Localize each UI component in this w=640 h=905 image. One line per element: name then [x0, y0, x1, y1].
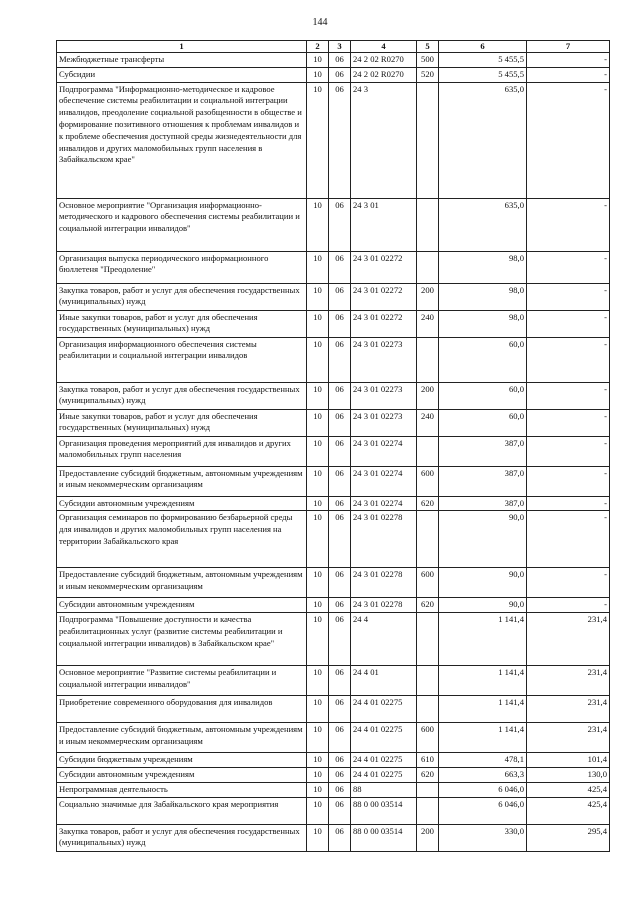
- budget-table: [56, 40, 610, 852]
- header-col-3: 3: [329, 41, 351, 53]
- row-expense-type-cell: [417, 613, 439, 666]
- row-target-article-cell: 88 0 00 03514: [351, 797, 417, 824]
- row-subsection-cell: 06: [329, 666, 351, 696]
- row-section-cell: 10: [307, 496, 329, 511]
- row-expense-type-cell: [417, 436, 439, 466]
- row-sum-2-cell: -: [527, 198, 610, 251]
- row-sum-cell: 6 046,0: [439, 797, 527, 824]
- row-expense-type-cell: 500: [417, 53, 439, 68]
- row-expense-type-cell: [417, 696, 439, 723]
- row-target-article-cell: 88: [351, 782, 417, 797]
- row-subsection-cell: 06: [329, 613, 351, 666]
- header-col-6: 6: [439, 41, 527, 53]
- row-sum-2-cell: -: [527, 251, 610, 283]
- header-col-1: 1: [57, 41, 307, 53]
- row-section-cell: 10: [307, 613, 329, 666]
- row-expense-type-cell: 200: [417, 382, 439, 409]
- row-name-cell: Закупка товаров, работ и услуг для обеспечения государственных (муниципальных) нужд: [57, 824, 307, 851]
- row-section-cell: 10: [307, 409, 329, 436]
- row-expense-type-cell: [417, 797, 439, 824]
- row-target-article-cell: 24 3 01 02274: [351, 436, 417, 466]
- row-expense-type-cell: [417, 511, 439, 568]
- row-sum-2-cell: -: [527, 568, 610, 598]
- row-sum-cell: 90,0: [439, 511, 527, 568]
- row-subsection-cell: 06: [329, 67, 351, 82]
- row-sum-2-cell: 231,4: [527, 666, 610, 696]
- row-name-cell: Приобретение современного оборудования для инвалидов: [57, 696, 307, 723]
- row-name-cell: Подпрограмма "Повышение доступности и качества реабилитационных услуг (развитие системы реабилитации и социальной интеграции инвалидов) в Забайкальском крае": [57, 613, 307, 666]
- table-row: [57, 382, 610, 409]
- table-row: [57, 67, 610, 82]
- row-subsection-cell: 06: [329, 782, 351, 797]
- row-sum-cell: 98,0: [439, 251, 527, 283]
- row-sum-cell: 60,0: [439, 337, 527, 382]
- row-name-cell: Субсидии: [57, 67, 307, 82]
- table-row: [57, 568, 610, 598]
- row-target-article-cell: 24 4 01 02275: [351, 696, 417, 723]
- row-section-cell: 10: [307, 753, 329, 768]
- header-col-2: 2: [307, 41, 329, 53]
- row-sum-2-cell: -: [527, 382, 610, 409]
- row-expense-type-cell: [417, 782, 439, 797]
- row-expense-type-cell: 620: [417, 496, 439, 511]
- row-sum-cell: 5 455,5: [439, 53, 527, 68]
- row-sum-cell: 387,0: [439, 496, 527, 511]
- table-row: [57, 82, 610, 198]
- row-name-cell: Закупка товаров, работ и услуг для обеспечения государственных (муниципальных) нужд: [57, 283, 307, 310]
- row-target-article-cell: 24 3 01 02273: [351, 409, 417, 436]
- row-expense-type-cell: 620: [417, 767, 439, 782]
- table-row: [57, 310, 610, 337]
- row-sum-cell: 330,0: [439, 824, 527, 851]
- row-subsection-cell: 06: [329, 511, 351, 568]
- row-section-cell: 10: [307, 568, 329, 598]
- row-sum-2-cell: 425,4: [527, 797, 610, 824]
- row-target-article-cell: 24 3 01 02273: [351, 382, 417, 409]
- row-target-article-cell: 24 3 01 02274: [351, 466, 417, 496]
- row-expense-type-cell: 610: [417, 753, 439, 768]
- row-subsection-cell: 06: [329, 824, 351, 851]
- row-name-cell: Иные закупки товаров, работ и услуг для обеспечения государственных (муниципальных) нужд: [57, 409, 307, 436]
- row-subsection-cell: 06: [329, 283, 351, 310]
- row-section-cell: 10: [307, 767, 329, 782]
- table-row: [57, 782, 610, 797]
- row-sum-2-cell: -: [527, 310, 610, 337]
- row-section-cell: 10: [307, 696, 329, 723]
- row-sum-cell: 60,0: [439, 409, 527, 436]
- row-expense-type-cell: [417, 337, 439, 382]
- row-sum-2-cell: -: [527, 436, 610, 466]
- table-row: [57, 251, 610, 283]
- row-sum-2-cell: -: [527, 67, 610, 82]
- row-section-cell: 10: [307, 382, 329, 409]
- table-row: [57, 824, 610, 851]
- row-target-article-cell: 24 4 01 02275: [351, 753, 417, 768]
- row-target-article-cell: 24 4 01 02275: [351, 767, 417, 782]
- row-sum-2-cell: 231,4: [527, 696, 610, 723]
- row-subsection-cell: 06: [329, 409, 351, 436]
- table-row: [57, 767, 610, 782]
- row-expense-type-cell: 520: [417, 67, 439, 82]
- table-row: [57, 511, 610, 568]
- table-row: [57, 598, 610, 613]
- header-row: [57, 41, 610, 53]
- row-subsection-cell: 06: [329, 723, 351, 753]
- row-target-article-cell: 24 3 01 02272: [351, 310, 417, 337]
- row-sum-cell: 478,1: [439, 753, 527, 768]
- row-section-cell: 10: [307, 67, 329, 82]
- row-subsection-cell: 06: [329, 436, 351, 466]
- row-subsection-cell: 06: [329, 753, 351, 768]
- row-expense-type-cell: [417, 251, 439, 283]
- row-target-article-cell: 24 3 01 02272: [351, 283, 417, 310]
- row-subsection-cell: 06: [329, 82, 351, 198]
- row-section-cell: 10: [307, 436, 329, 466]
- table-row: [57, 466, 610, 496]
- row-section-cell: 10: [307, 337, 329, 382]
- row-name-cell: Организация семинаров по формированию безбарьерной среды для инвалидов и других маломобильных групп населения на территории Забайкальского края: [57, 511, 307, 568]
- row-sum-cell: 98,0: [439, 283, 527, 310]
- row-target-article-cell: 24 4 01 02275: [351, 723, 417, 753]
- table-row: [57, 337, 610, 382]
- row-name-cell: Субсидии бюджетным учреждениям: [57, 753, 307, 768]
- table-row: [57, 723, 610, 753]
- row-sum-cell: 60,0: [439, 382, 527, 409]
- row-target-article-cell: 24 3 01: [351, 198, 417, 251]
- row-target-article-cell: 24 3 01 02273: [351, 337, 417, 382]
- row-name-cell: Предоставление субсидий бюджетным, автономным учреждениям и иным некоммерческим организациям: [57, 568, 307, 598]
- row-subsection-cell: 06: [329, 797, 351, 824]
- row-sum-cell: 1 141,4: [439, 723, 527, 753]
- row-subsection-cell: 06: [329, 382, 351, 409]
- row-sum-2-cell: -: [527, 283, 610, 310]
- row-name-cell: Предоставление субсидий бюджетным, автономным учреждениям и иным некоммерческим организациям: [57, 466, 307, 496]
- row-section-cell: 10: [307, 310, 329, 337]
- row-sum-cell: 98,0: [439, 310, 527, 337]
- row-section-cell: 10: [307, 723, 329, 753]
- row-sum-2-cell: 101,4: [527, 753, 610, 768]
- row-subsection-cell: 06: [329, 598, 351, 613]
- row-name-cell: Подпрограмма "Информационно-методическое и кадровое обеспечение системы реабилитации и социальной интеграции инвалидов, преодоление социальной разобщенности в обществе и формирование позитивного отношения к проблемам инвалидов и к проблеме обеспечения доступной среды жизнедеятельности для инвалидов и других маломобильных групп населения в Забайкальском крае": [57, 82, 307, 198]
- row-sum-cell: 1 141,4: [439, 696, 527, 723]
- row-target-article-cell: 24 4 01: [351, 666, 417, 696]
- row-sum-2-cell: -: [527, 496, 610, 511]
- row-section-cell: 10: [307, 782, 329, 797]
- row-sum-2-cell: 130,0: [527, 767, 610, 782]
- row-target-article-cell: 24 3 01 02278: [351, 568, 417, 598]
- row-subsection-cell: 06: [329, 198, 351, 251]
- row-sum-cell: 635,0: [439, 198, 527, 251]
- row-section-cell: 10: [307, 666, 329, 696]
- row-target-article-cell: 24 3 01 02272: [351, 251, 417, 283]
- row-sum-cell: 663,3: [439, 767, 527, 782]
- table-row: [57, 666, 610, 696]
- row-sum-cell: 90,0: [439, 568, 527, 598]
- table-row: [57, 797, 610, 824]
- row-target-article-cell: 88 0 00 03514: [351, 824, 417, 851]
- row-sum-cell: 1 141,4: [439, 613, 527, 666]
- row-sum-2-cell: -: [527, 409, 610, 436]
- row-subsection-cell: 06: [329, 53, 351, 68]
- row-sum-2-cell: -: [527, 82, 610, 198]
- row-name-cell: Организация информационного обеспечения системы реабилитации и социальной интеграции инвалидов: [57, 337, 307, 382]
- row-expense-type-cell: 240: [417, 409, 439, 436]
- row-expense-type-cell: 620: [417, 598, 439, 613]
- row-subsection-cell: 06: [329, 337, 351, 382]
- row-section-cell: 10: [307, 511, 329, 568]
- row-name-cell: Иные закупки товаров, работ и услуг для обеспечения государственных (муниципальных) нужд: [57, 310, 307, 337]
- row-sum-cell: 6 046,0: [439, 782, 527, 797]
- header-col-4: 4: [351, 41, 417, 53]
- row-sum-2-cell: 295,4: [527, 824, 610, 851]
- header-col-5: 5: [417, 41, 439, 53]
- table-row: [57, 753, 610, 768]
- row-section-cell: 10: [307, 283, 329, 310]
- row-section-cell: 10: [307, 53, 329, 68]
- page-number: 144: [312, 17, 328, 28]
- row-section-cell: 10: [307, 824, 329, 851]
- row-section-cell: 10: [307, 466, 329, 496]
- row-name-cell: Субсидии автономным учреждениям: [57, 767, 307, 782]
- table-row: [57, 283, 610, 310]
- row-sum-2-cell: -: [527, 337, 610, 382]
- row-sum-2-cell: 425,4: [527, 782, 610, 797]
- row-section-cell: 10: [307, 598, 329, 613]
- row-expense-type-cell: 200: [417, 283, 439, 310]
- row-name-cell: Социально значимые для Забайкальского края мероприятия: [57, 797, 307, 824]
- row-expense-type-cell: [417, 666, 439, 696]
- row-expense-type-cell: [417, 82, 439, 198]
- row-section-cell: 10: [307, 198, 329, 251]
- row-target-article-cell: 24 3: [351, 82, 417, 198]
- row-name-cell: Непрограммная деятельность: [57, 782, 307, 797]
- row-sum-cell: 635,0: [439, 82, 527, 198]
- row-target-article-cell: 24 3 01 02278: [351, 511, 417, 568]
- row-sum-cell: 90,0: [439, 598, 527, 613]
- row-section-cell: 10: [307, 251, 329, 283]
- row-subsection-cell: 06: [329, 568, 351, 598]
- row-subsection-cell: 06: [329, 251, 351, 283]
- row-subsection-cell: 06: [329, 496, 351, 511]
- row-section-cell: 10: [307, 82, 329, 198]
- row-subsection-cell: 06: [329, 466, 351, 496]
- row-sum-2-cell: 231,4: [527, 723, 610, 753]
- table-row: [57, 53, 610, 68]
- row-sum-2-cell: 231,4: [527, 613, 610, 666]
- row-name-cell: Субсидии автономным учреждениям: [57, 496, 307, 511]
- row-name-cell: Межбюджетные трансферты: [57, 53, 307, 68]
- row-expense-type-cell: 600: [417, 723, 439, 753]
- table-row: [57, 409, 610, 436]
- row-sum-2-cell: -: [527, 511, 610, 568]
- row-expense-type-cell: 600: [417, 466, 439, 496]
- row-target-article-cell: 24 2 02 R0270: [351, 67, 417, 82]
- row-expense-type-cell: 600: [417, 568, 439, 598]
- row-target-article-cell: 24 3 01 02278: [351, 598, 417, 613]
- row-sum-cell: 387,0: [439, 436, 527, 466]
- table-row: [57, 613, 610, 666]
- row-subsection-cell: 06: [329, 767, 351, 782]
- row-name-cell: Предоставление субсидий бюджетным, автономным учреждениям и иным некоммерческим организациям: [57, 723, 307, 753]
- row-sum-cell: 5 455,5: [439, 67, 527, 82]
- row-subsection-cell: 06: [329, 310, 351, 337]
- row-name-cell: Субсидии автономным учреждениям: [57, 598, 307, 613]
- row-sum-2-cell: -: [527, 598, 610, 613]
- table-row: [57, 198, 610, 251]
- row-subsection-cell: 06: [329, 696, 351, 723]
- row-target-article-cell: 24 2 02 R0270: [351, 53, 417, 68]
- row-name-cell: Закупка товаров, работ и услуг для обеспечения государственных (муниципальных) нужд: [57, 382, 307, 409]
- row-name-cell: Основное мероприятие "Организация информационно-методического и кадрового обеспечения системы реабилитации и социальной интеграции инвалидов": [57, 198, 307, 251]
- row-section-cell: 10: [307, 797, 329, 824]
- row-sum-cell: 1 141,4: [439, 666, 527, 696]
- row-target-article-cell: 24 3 01 02274: [351, 496, 417, 511]
- row-name-cell: Основное мероприятие "Развитие системы реабилитации и социальной интеграции инвалидов": [57, 666, 307, 696]
- row-sum-2-cell: -: [527, 53, 610, 68]
- table-body: [57, 53, 610, 852]
- row-target-article-cell: 24 4: [351, 613, 417, 666]
- row-name-cell: Организация проведения мероприятий для инвалидов и других маломобильных групп населения: [57, 436, 307, 466]
- row-sum-2-cell: -: [527, 466, 610, 496]
- row-sum-cell: 387,0: [439, 466, 527, 496]
- table-row: [57, 496, 610, 511]
- row-expense-type-cell: 200: [417, 824, 439, 851]
- row-expense-type-cell: [417, 198, 439, 251]
- row-expense-type-cell: 240: [417, 310, 439, 337]
- row-name-cell: Организация выпуска периодического информационного бюллетеня "Преодоление": [57, 251, 307, 283]
- table-row: [57, 696, 610, 723]
- table-row: [57, 436, 610, 466]
- header-col-7: 7: [527, 41, 610, 53]
